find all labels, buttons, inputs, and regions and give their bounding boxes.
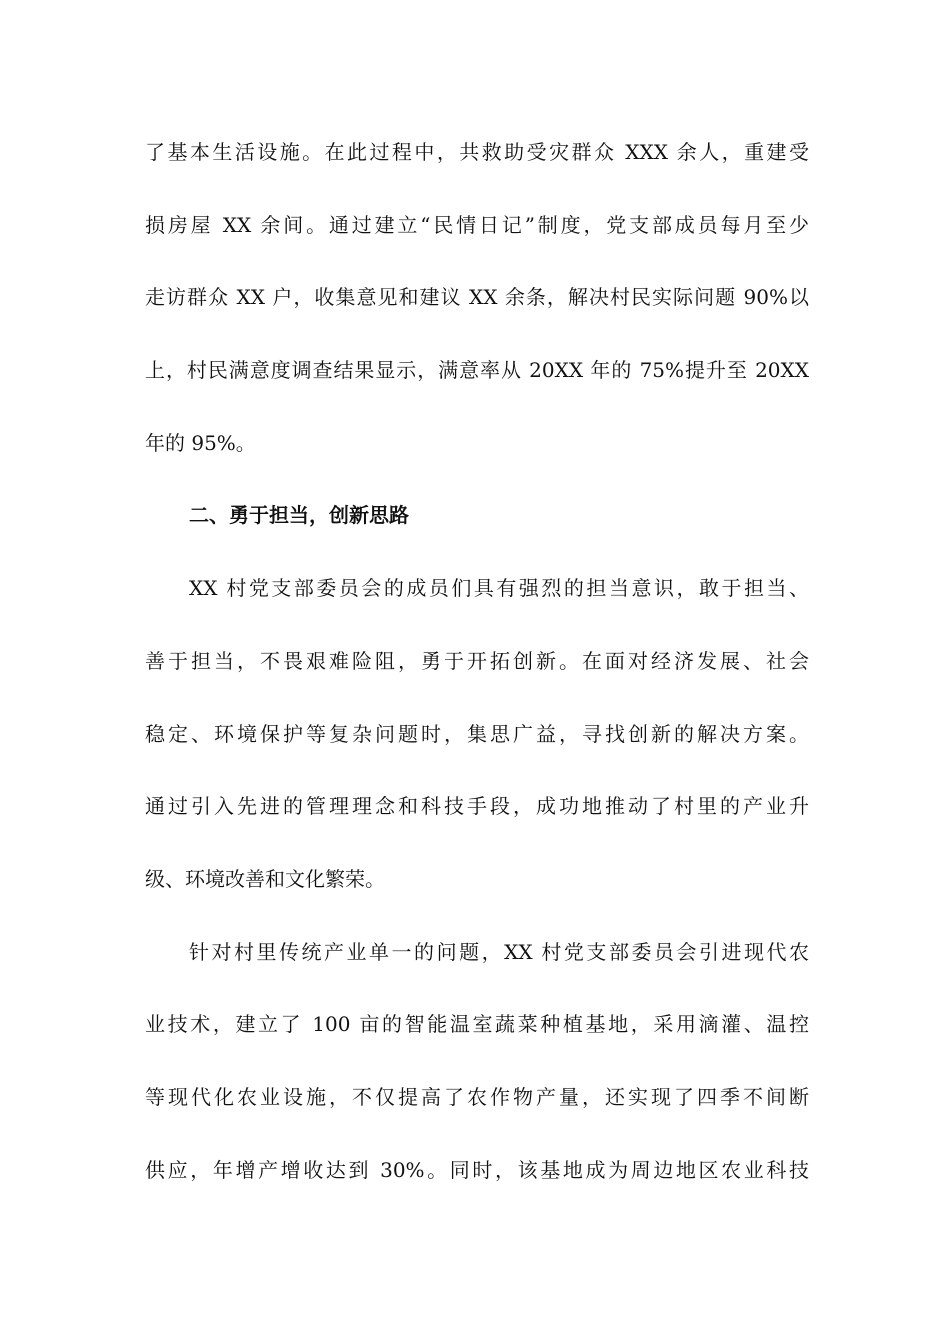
paragraph-3-line-1: 针对村里传统产业单一的问题，XX 村党支部委员会引进现代农 (189, 939, 809, 964)
paragraph-1-line-1: 了基本生活设施。在此过程中，共救助受灾群众 XXX 余人，重建受 (145, 140, 809, 164)
paragraph-2-line-1: XX 村党支部委员会的成员们具有强烈的担当意识，敢于担当、 (189, 576, 809, 601)
paragraph-1-line-4: 上，村民满意度调查结果显示，满意率从 20XX 年的 75%提升至 20XX (145, 358, 809, 383)
paragraph-3-line-2: 业技术，建立了 100 亩的智能温室蔬菜种植基地，采用滴灌、温控 (145, 1012, 809, 1037)
document-body (145, 128, 809, 1218)
paragraph-3-line-3: 等现代化农业设施，不仅提高了农作物产量，还实现了四季不间断 (145, 1084, 809, 1109)
paragraph-2-line-4: 通过引入先进的管理理念和科技手段，成功地推动了村里的产业升 (145, 794, 809, 819)
paragraph-1-line-5: 年的 95%。 (145, 430, 256, 455)
paragraph-2-line-3: 稳定、环境保护等复杂问题时，集思广益，寻找创新的解决方案。 (145, 721, 809, 746)
paragraph-3-line-4: 供应，年增产增收达到 30%。同时，该基地成为周边地区农业科技 (145, 1157, 809, 1182)
section-heading: 二、勇于担当，创新思路 (189, 503, 409, 528)
paragraph-2-line-2: 善于担当，不畏艰难险阻，勇于开拓创新。在面对经济发展、社会 (145, 648, 809, 673)
paragraph-2-line-5: 级、环境改善和文化繁荣。 (145, 866, 385, 891)
paragraph-1-line-2: 损房屋 XX 余间。通过建立“民情日记”制度，党支部成员每月至少 (145, 212, 809, 237)
paragraph-1-line-3: 走访群众 XX 户，收集意见和建议 XX 余条，解决村民实际问题 90%以 (145, 285, 809, 310)
